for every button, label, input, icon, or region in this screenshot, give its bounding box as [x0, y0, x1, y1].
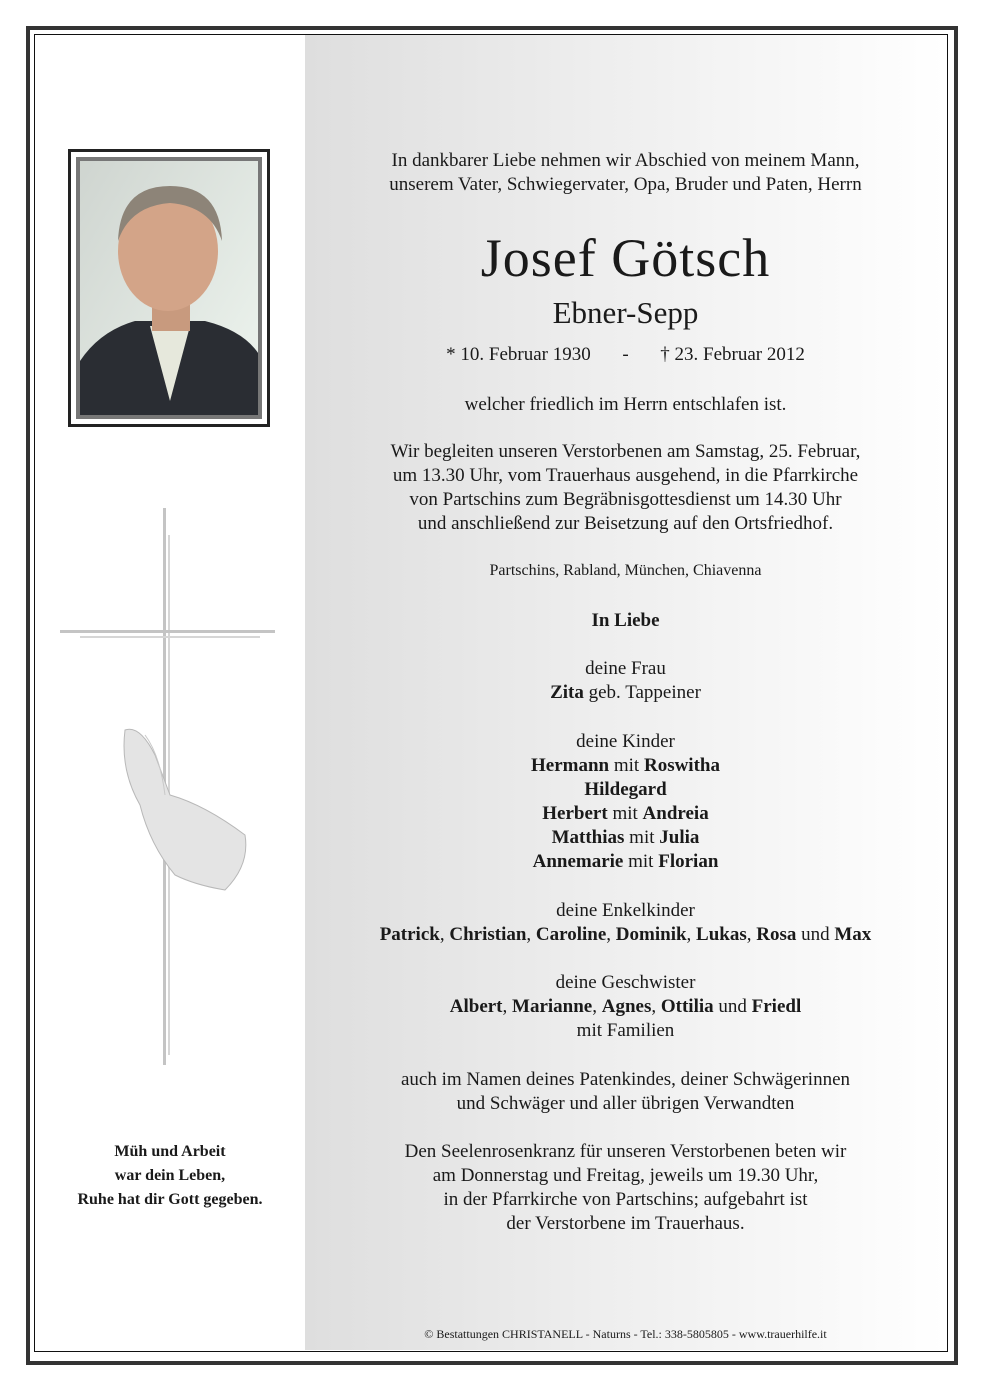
nickname: Ebner-Sepp: [552, 295, 699, 330]
family-group: [305, 657, 946, 705]
family-text: mit: [623, 851, 659, 872]
family-text: mit: [609, 755, 644, 776]
family-member-name: Max: [834, 924, 872, 945]
family-text: ,: [686, 924, 697, 945]
verse-line: war dein Leben,: [114, 1167, 226, 1184]
family-line: [305, 1212, 946, 1236]
family-member-name: Agnes: [601, 996, 652, 1017]
family-text: mit: [624, 827, 660, 848]
family-member-name: Hermann: [531, 755, 610, 776]
family-member-name: Hildegard: [584, 779, 667, 800]
footer-credit: © Bestattungen CHRISTANELL - Naturns - Tel.: 338-5805805 - www.trauerhilfe.it: [424, 1327, 827, 1341]
memorial-verse: [50, 1140, 290, 1212]
family-line: [305, 802, 946, 826]
family-text: deine Enkelkinder: [556, 900, 695, 921]
family-member-name: Lukas: [696, 924, 747, 945]
family-group: [305, 971, 946, 1043]
family-text: am Donnerstag und Freitag, jeweils um 19.30 Uhr,: [432, 1165, 819, 1186]
verse-line: Müh und Arbeit: [114, 1143, 226, 1160]
family-member-name: Dominik: [615, 924, 687, 945]
family-text: deine Frau: [585, 658, 666, 679]
family-member-name: Annemarie: [532, 851, 624, 872]
family-text: Den Seelenrosenkranz für unseren Verstorbenen beten wir: [404, 1141, 847, 1162]
family-member-name: Roswitha: [643, 755, 720, 776]
birth-date: * 10. Februar 1930: [446, 344, 591, 365]
family-line: [305, 971, 946, 995]
verse-line: Ruhe hat dir Gott gegeben.: [77, 1191, 263, 1208]
intro-line: unserem Vater, Schwiegervater, Opa, Bruder und Paten, Herrn: [389, 174, 862, 195]
family-text: ,: [592, 996, 602, 1017]
family-text: mit: [607, 803, 643, 824]
family-line: [305, 657, 946, 681]
family-member-name: Friedl: [751, 996, 802, 1017]
cross-with-praying-hands-icon: [55, 505, 285, 1070]
death-date: † 23. Februar 2012: [660, 344, 805, 365]
family-line: [305, 923, 946, 947]
family-text: ,: [439, 924, 450, 945]
deceased-name: Josef Götsch: [480, 228, 771, 288]
family-line: [305, 778, 946, 802]
family-member-name: Christian: [449, 924, 527, 945]
family-line: [305, 826, 946, 850]
family-line: [305, 681, 946, 705]
family-text: auch im Namen deines Patenkindes, deiner Schwägerinnen: [401, 1069, 850, 1090]
family-group: [305, 1140, 946, 1236]
family-member-name: Matthias: [551, 827, 625, 848]
family-line: [305, 1019, 946, 1043]
date-separator: -: [622, 344, 629, 365]
family-member-name: Ottilia: [660, 996, 714, 1017]
family-line: [305, 1068, 946, 1092]
funeral-line: Wir begleiten unseren Verstorbenen am Samstag, 25. Februar,: [390, 441, 861, 462]
family-member-name: Rosa: [756, 924, 797, 945]
family-line: [305, 730, 946, 754]
family-group: [305, 899, 946, 947]
family-text: deine Geschwister: [555, 972, 696, 993]
family-member-name: Florian: [658, 851, 719, 872]
family-line: [305, 1140, 946, 1164]
family-text: ,: [746, 924, 757, 945]
family-member-name: Julia: [659, 827, 700, 848]
family-line: [305, 995, 946, 1019]
intro-line: In dankbarer Liebe nehmen wir Abschied von meinem Mann,: [391, 150, 860, 171]
family-group: [305, 730, 946, 874]
life-dates: [305, 343, 946, 367]
family-text: ,: [502, 996, 513, 1017]
funeral-line: von Partschins zum Begräbnisgottesdienst um 14.30 Uhr: [409, 489, 842, 510]
family-member-name: Albert: [449, 996, 503, 1017]
family-text: ,: [606, 924, 616, 945]
family-member-name: Patrick: [379, 924, 440, 945]
family-group: [305, 1068, 946, 1116]
family-text: ,: [651, 996, 661, 1017]
family-member-name: Herbert: [542, 803, 608, 824]
places: Partschins, Rabland, München, Chiavenna: [489, 562, 762, 579]
portrait-image: [80, 161, 260, 417]
family-line: [305, 754, 946, 778]
family-text: mit Familien: [576, 1020, 675, 1041]
family-text: deine Kinder: [576, 731, 675, 752]
family-member-name: Zita: [550, 682, 584, 703]
intro-text: [305, 149, 946, 197]
family-text: geb. Tappeiner: [583, 682, 701, 703]
family-text: ,: [526, 924, 536, 945]
funeral-info: [305, 440, 946, 536]
family-text: in der Pfarrkirche von Partschins; aufgebahrt ist: [443, 1189, 808, 1210]
family-line: [305, 899, 946, 923]
funeral-line: und anschließend zur Beisetzung auf den Ortsfriedhof.: [417, 513, 834, 534]
family-text: und: [713, 996, 752, 1017]
family-text: der Verstorbene im Trauerhaus.: [506, 1213, 745, 1234]
in-love-heading: In Liebe: [591, 610, 660, 631]
family-member-name: Andreia: [642, 803, 709, 824]
portrait-photo: [68, 149, 270, 427]
family-line: [305, 1188, 946, 1212]
family-member-name: Caroline: [535, 924, 607, 945]
peaceful-text: welcher friedlich im Herrn entschlafen ist.: [464, 394, 787, 415]
family-text: und: [796, 924, 835, 945]
family-member-name: Marianne: [512, 996, 593, 1017]
family-text: und Schwäger und aller übrigen Verwandten: [456, 1093, 795, 1114]
family-line: [305, 1164, 946, 1188]
family-line: [305, 1092, 946, 1116]
funeral-line: um 13.30 Uhr, vom Trauerhaus ausgehend, in die Pfarrkirche: [392, 465, 859, 486]
family-line: [305, 850, 946, 874]
